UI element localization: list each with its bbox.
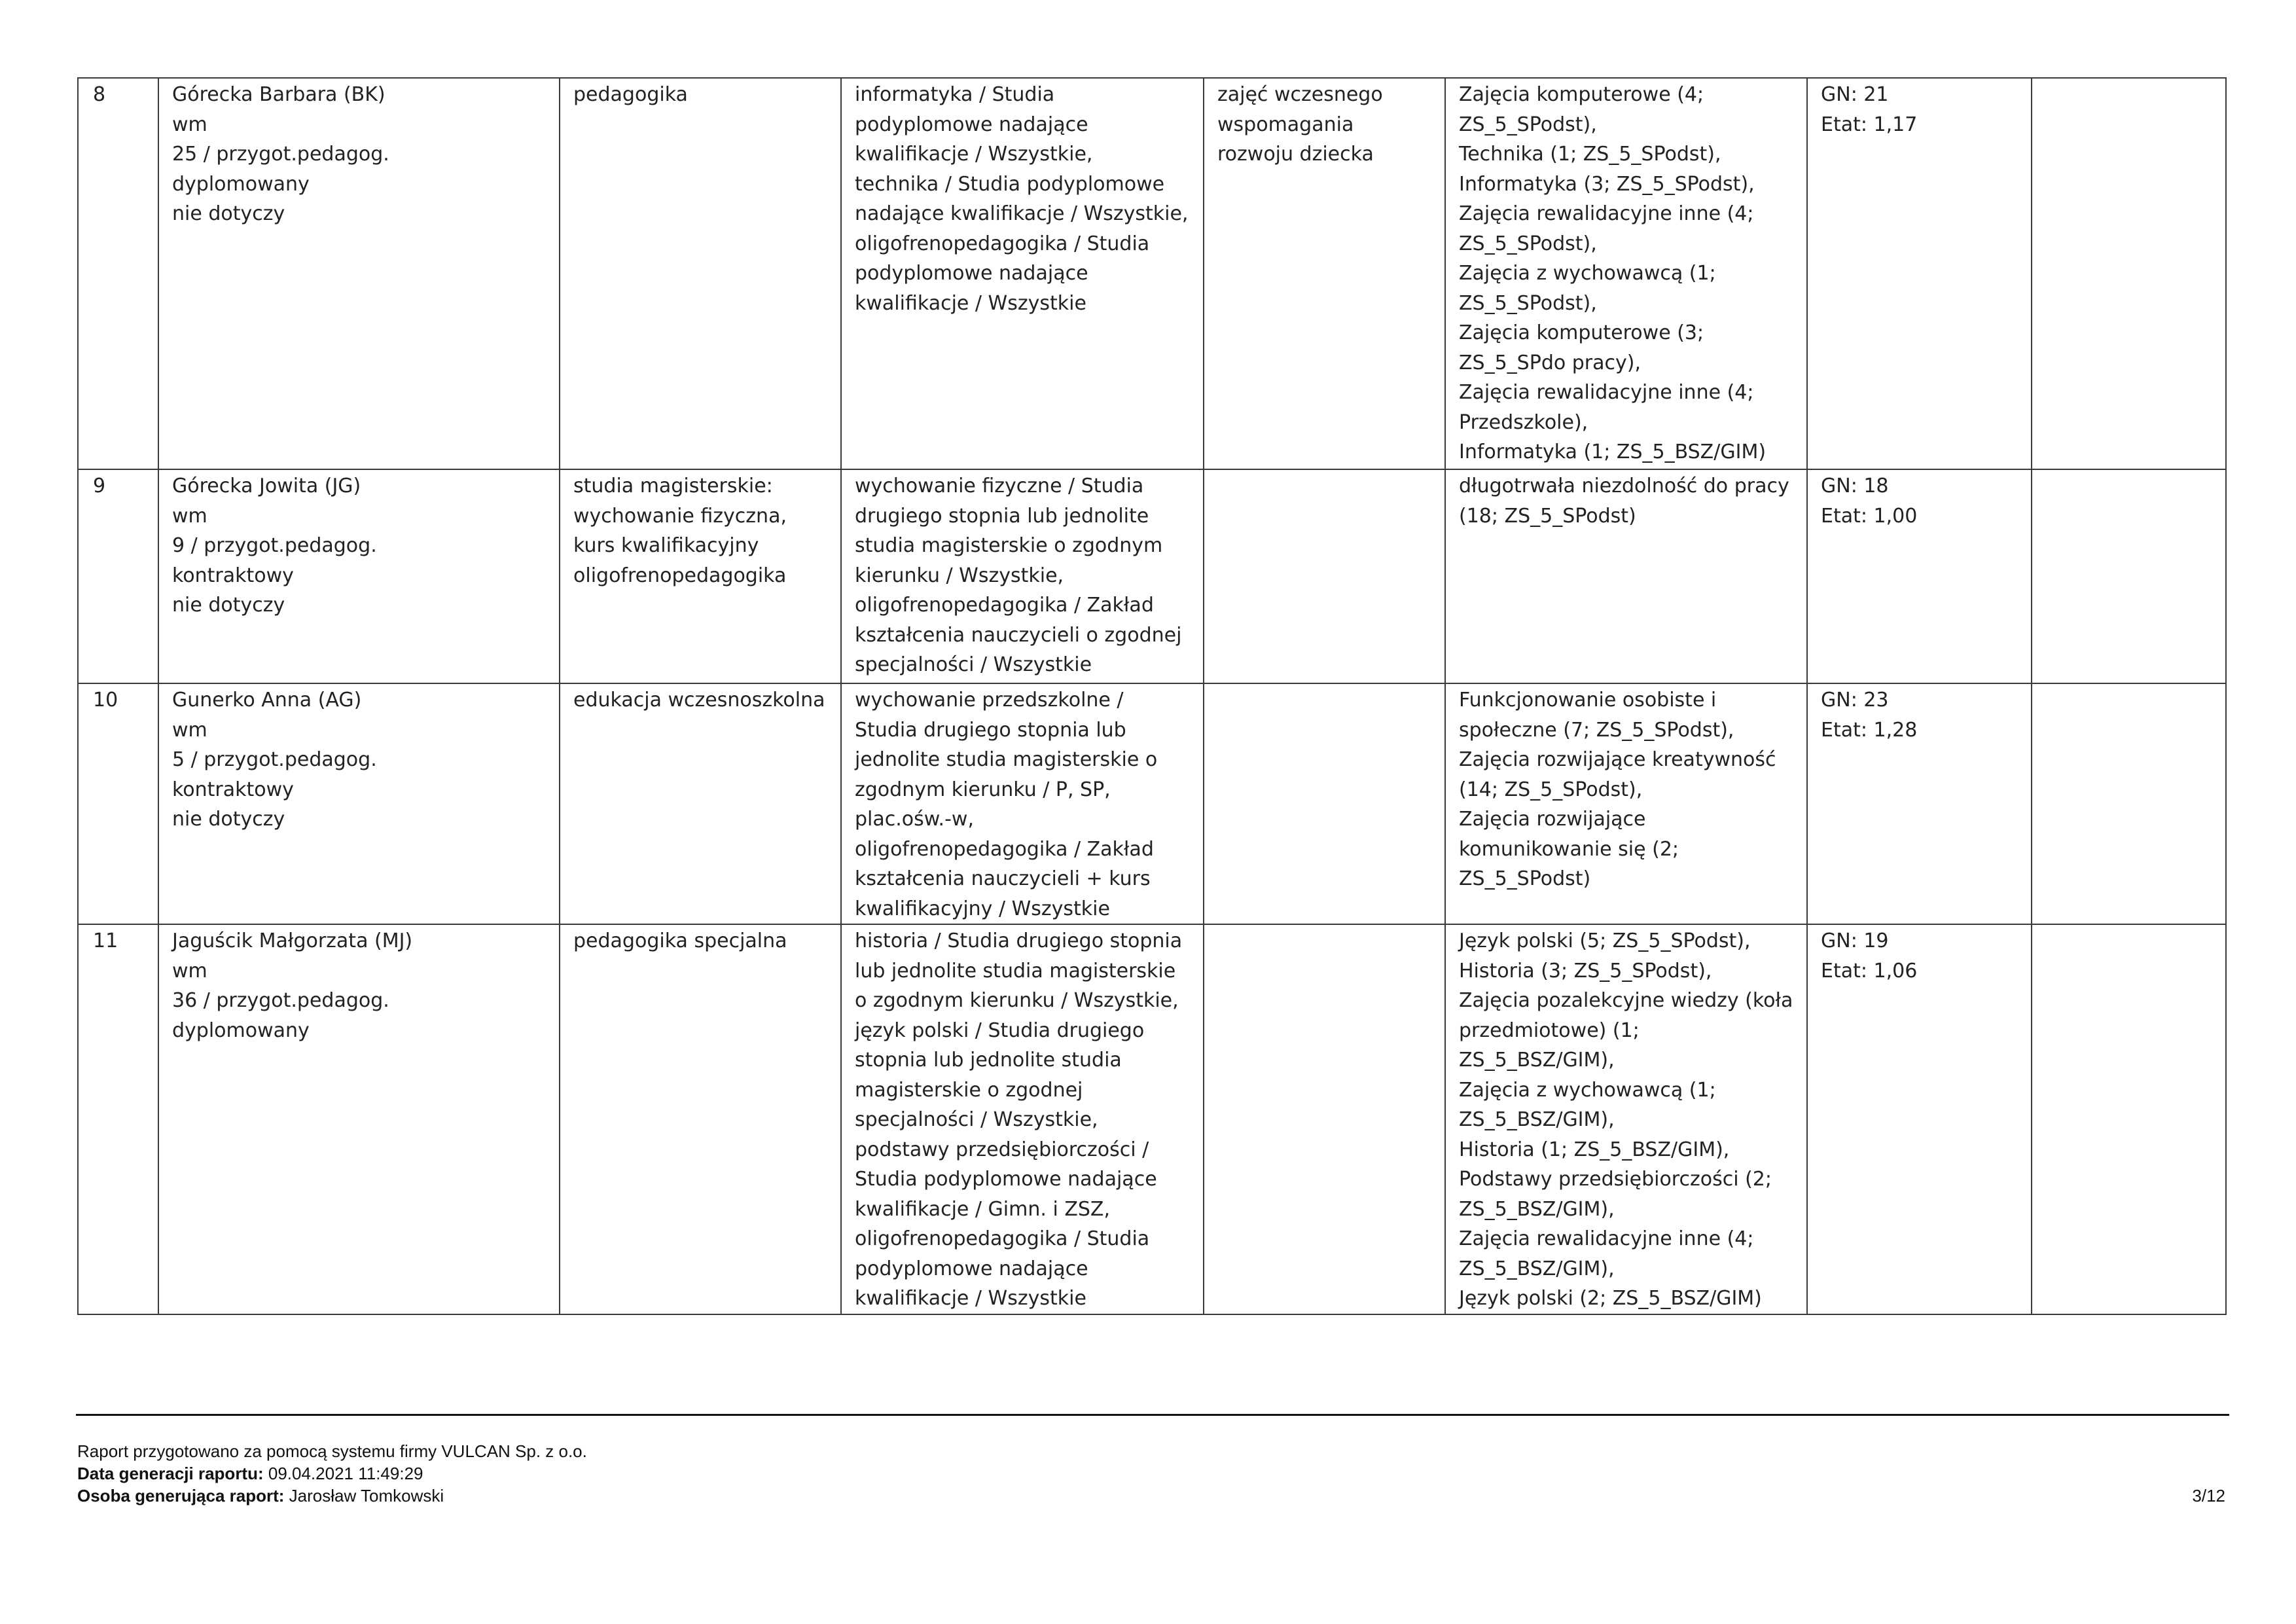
qualifications-cell — [841, 924, 1204, 1314]
cell-text-line: kwalifikacje / Wszystkie — [855, 291, 1086, 315]
cell-text-line: Zajęcia pozalekcyjne wiedzy (koła — [1459, 989, 1793, 1012]
cell-text-line: plac.ośw.-w, — [855, 808, 974, 831]
cell-text-line: Studia podyplomowe nadające — [855, 1168, 1157, 1191]
cell-text-line: kształcenia nauczycieli o zgodnej — [855, 623, 1182, 647]
hours-cell — [1807, 78, 2032, 469]
cell-text-line: Zajęcia z wychowawcą (1; — [1459, 262, 1716, 285]
cell-text-line: oligofrenopedagogika / Studia — [855, 232, 1150, 255]
cell-text-line: rozwoju dziecka — [1217, 143, 1374, 166]
footer-date-value: 09.04.2021 11:49:29 — [263, 1464, 423, 1483]
notes-cell — [2032, 469, 2226, 683]
classes-cell — [1445, 78, 1807, 469]
other-qualifications-cell — [1204, 78, 1445, 469]
cell-text-line: podyplomowe nadające — [855, 113, 1088, 136]
cell-text-line: magisterskie o zgodnej — [855, 1078, 1083, 1102]
cell-text-line: 5 / przygot.pedagog. — [172, 748, 377, 771]
cell-text-line: pedagogika — [573, 83, 688, 106]
education-cell — [560, 683, 841, 924]
cell-text-line: wm — [172, 504, 207, 528]
cell-text-line: ZS_5_BSZ/GIM), — [1459, 1108, 1615, 1131]
row-number-cell: 8 — [78, 78, 158, 469]
cell-text-line: (14; ZS_5_SPodst), — [1459, 778, 1643, 801]
cell-text-line: GN: 21 — [1821, 83, 1889, 106]
cell-text-line: zgodnym kierunku / P, SP, — [855, 778, 1111, 801]
cell-text-line: 9 / przygot.pedagog. — [172, 534, 377, 557]
notes-cell — [2032, 78, 2226, 469]
cell-text-line: język polski / Studia drugiego — [855, 1019, 1145, 1042]
cell-text-line: podstawy przedsiębiorczości / — [855, 1138, 1149, 1161]
cell-text-line: GN: 18 — [1821, 475, 1889, 497]
table-row — [78, 683, 2226, 924]
cell-text-line: Etat: 1,00 — [1821, 504, 1918, 528]
row-number-cell: 9 — [78, 469, 158, 683]
row-number-cell: 10 — [78, 683, 158, 924]
other-qualifications-cell — [1204, 924, 1445, 1314]
cell-text-line: studia magisterskie o zgodnym — [855, 534, 1163, 557]
row-number-cell: 11 — [78, 924, 158, 1314]
cell-text-line: ZS_5_SPodst) — [1459, 867, 1591, 890]
cell-text-line: podyplomowe nadające — [855, 262, 1088, 285]
table-row — [78, 924, 2226, 1314]
cell-text-line: Jaguścik Małgorzata (MJ) — [172, 929, 413, 952]
cell-text-line: oligofrenopedagogika / Zakład — [855, 837, 1154, 861]
cell-text-line: specjalności / Wszystkie — [855, 653, 1092, 676]
cell-text-line: Zajęcia komputerowe (3; — [1459, 321, 1704, 344]
page-number: 3/12 — [2192, 1486, 2225, 1506]
cell-text-line: nie dotyczy — [172, 594, 285, 617]
cell-text-line: kontraktowy — [172, 778, 294, 801]
cell-text-line: długotrwała niezdolność do pracy — [1459, 475, 1789, 497]
cell-text-line: o zgodnym kierunku / Wszystkie, — [855, 989, 1179, 1012]
table-row — [78, 78, 2226, 469]
cell-text-line: wychowanie przedszkolne / — [855, 689, 1124, 712]
cell-text-line: Przedszkole), — [1459, 410, 1588, 434]
cell-text-line: wm — [172, 113, 207, 136]
cell-text-line: Historia (1; ZS_5_BSZ/GIM), — [1459, 1138, 1730, 1161]
notes-cell — [2032, 924, 2226, 1314]
cell-text-line: Gunerko Anna (AG) — [172, 689, 362, 712]
classes-cell — [1445, 683, 1807, 924]
footer-prepared-by: Raport przygotowano za pomocą systemu firmy VULCAN Sp. z o.o. — [77, 1441, 587, 1461]
cell-text-line: Studia drugiego stopnia lub — [855, 718, 1126, 742]
cell-text-line: Język polski (5; ZS_5_SPodst), — [1459, 929, 1751, 952]
cell-text-line: ZS_5_BSZ/GIM), — [1459, 1257, 1615, 1280]
cell-text-line: nie dotyczy — [172, 808, 285, 831]
education-cell — [560, 78, 841, 469]
cell-text-line: wm — [172, 959, 207, 983]
cell-text-line: Etat: 1,28 — [1821, 718, 1918, 742]
cell-text-line: ZS_5_BSZ/GIM), — [1459, 1049, 1615, 1072]
cell-text-line: kwalifikacje / Wszystkie, — [855, 143, 1093, 166]
cell-text-line: informatyka / Studia — [855, 83, 1055, 106]
cell-text-line: edukacja wczesnoszkolna — [573, 689, 825, 712]
cell-text-line: Zajęcia komputerowe (4; — [1459, 83, 1704, 106]
cell-text-line: oligofrenopedagogika — [573, 564, 787, 587]
cell-text-line: ZS_5_SPodst), — [1459, 113, 1597, 136]
footer-person-value: Jarosław Tomkowski — [284, 1486, 444, 1506]
cell-text-line: Technika (1; ZS_5_SPodst), — [1459, 143, 1721, 166]
cell-text-line: 36 / przygot.pedagog. — [172, 989, 389, 1012]
staff-table — [77, 77, 2227, 1315]
cell-text-line: Zajęcia rewalidacyjne inne (4; — [1459, 381, 1754, 404]
cell-text-line: kształcenia nauczycieli + kurs — [855, 867, 1151, 890]
cell-text-line: nadające kwalifikacje / Wszystkie, — [855, 202, 1189, 225]
education-cell — [560, 924, 841, 1314]
other-qualifications-cell — [1204, 683, 1445, 924]
cell-text-line: nie dotyczy — [172, 202, 285, 225]
cell-text-line: GN: 23 — [1821, 689, 1889, 712]
cell-text-line: Etat: 1,06 — [1821, 959, 1918, 983]
cell-text-line: technika / Studia podyplomowe — [855, 172, 1165, 196]
cell-text-line: wychowanie fizyczne / Studia — [855, 475, 1144, 497]
cell-text-line: dyplomowany — [172, 1019, 310, 1042]
classes-cell — [1445, 924, 1807, 1314]
cell-text-line: kurs kwalifikacyjny — [573, 534, 759, 557]
cell-text-line: Zajęcia rewalidacyjne inne (4; — [1459, 1227, 1754, 1250]
cell-text-line: Informatyka (1; ZS_5_BSZ/GIM) — [1459, 441, 1767, 463]
qualifications-cell — [841, 78, 1204, 469]
footer-date-label: Data generacji raportu: — [77, 1464, 264, 1483]
cell-text-line: historia / Studia drugiego stopnia — [855, 929, 1183, 952]
notes-cell — [2032, 683, 2226, 924]
cell-text-line: Zajęcia rozwijające — [1459, 808, 1646, 831]
qualifications-cell — [841, 469, 1204, 683]
teacher-cell — [158, 924, 560, 1314]
cell-text-line: oligofrenopedagogika / Zakład — [855, 594, 1154, 617]
cell-text-line: kwalifikacje / Wszystkie — [855, 1287, 1086, 1310]
cell-text-line: Historia (3; ZS_5_SPodst), — [1459, 959, 1712, 983]
other-qualifications-cell — [1204, 469, 1445, 683]
cell-text-line: ZS_5_SPodst), — [1459, 291, 1597, 315]
cell-text-line: kontraktowy — [172, 564, 294, 587]
cell-text-line: ZS_5_BSZ/GIM), — [1459, 1197, 1615, 1221]
cell-text-line: lub jednolite studia magisterskie — [855, 959, 1176, 983]
hours-cell — [1807, 924, 2032, 1314]
report-footer — [77, 1440, 2225, 1507]
cell-text-line: kwalifikacje / Gimn. i ZSZ, — [855, 1197, 1110, 1221]
cell-text-line: wychowanie fizyczna, — [573, 504, 787, 528]
cell-text-line: stopnia lub jednolite studia — [855, 1049, 1122, 1072]
cell-text-line: Zajęcia z wychowawcą (1; — [1459, 1078, 1716, 1102]
cell-text-line: GN: 19 — [1821, 929, 1889, 952]
cell-text-line: ZS_5_SPodst), — [1459, 232, 1597, 255]
cell-text-line: Funkcjonowanie osobiste i — [1459, 689, 1717, 712]
cell-text-line: drugiego stopnia lub jednolite — [855, 504, 1149, 528]
teacher-cell — [158, 78, 560, 469]
cell-text-line: Informatyka (3; ZS_5_SPodst), — [1459, 172, 1755, 196]
cell-text-line: przedmiotowe) (1; — [1459, 1019, 1640, 1042]
footer-generated-by — [77, 1485, 2225, 1507]
hours-cell — [1807, 683, 2032, 924]
cell-text-line: Zajęcia rozwijające kreatywność — [1459, 748, 1776, 771]
classes-cell — [1445, 469, 1807, 683]
cell-text-line: podyplomowe nadające — [855, 1257, 1088, 1280]
cell-text-line: Język polski (2; ZS_5_BSZ/GIM) — [1459, 1287, 1762, 1310]
cell-text-line: społeczne (7; ZS_5_SPodst), — [1459, 718, 1734, 742]
cell-text-line: 25 / przygot.pedagog. — [172, 143, 389, 166]
teacher-cell — [158, 683, 560, 924]
cell-text-line: jednolite studia magisterskie o — [855, 748, 1158, 771]
cell-text-line: wspomagania — [1217, 113, 1354, 136]
footer-person-label: Osoba generująca raport: — [77, 1486, 285, 1506]
teacher-cell — [158, 469, 560, 683]
cell-text-line: Górecka Jowita (JG) — [172, 475, 361, 497]
cell-text-line: ZS_5_SPdo pracy), — [1459, 351, 1641, 374]
cell-text-line: Podstawy przedsiębiorczości (2; — [1459, 1168, 1772, 1191]
cell-text-line: pedagogika specjalna — [573, 929, 787, 952]
footer-generation-date — [77, 1462, 2225, 1485]
cell-text-line: komunikowanie się (2; — [1459, 837, 1679, 861]
hours-cell — [1807, 469, 2032, 683]
table-row — [78, 469, 2226, 683]
cell-text-line: dyplomowany — [172, 172, 310, 196]
cell-text-line: Górecka Barbara (BK) — [172, 83, 386, 106]
cell-text-line: Zajęcia rewalidacyjne inne (4; — [1459, 202, 1754, 225]
education-cell — [560, 469, 841, 683]
cell-text-line: studia magisterskie: — [573, 475, 773, 497]
cell-text-line: wm — [172, 718, 207, 742]
cell-text-line: kierunku / Wszystkie, — [855, 564, 1064, 587]
qualifications-cell — [841, 683, 1204, 924]
cell-text-line: kwalifikacyjny / Wszystkie — [855, 897, 1110, 920]
cell-text-line: specjalności / Wszystkie, — [855, 1108, 1098, 1131]
cell-text-line: (18; ZS_5_SPodst) — [1459, 504, 1636, 528]
cell-text-line: oligofrenopedagogika / Studia — [855, 1227, 1150, 1250]
cell-text-line: Etat: 1,17 — [1821, 113, 1918, 136]
cell-text-line: zajęć wczesnego — [1217, 83, 1383, 106]
footer-divider — [76, 1414, 2229, 1416]
